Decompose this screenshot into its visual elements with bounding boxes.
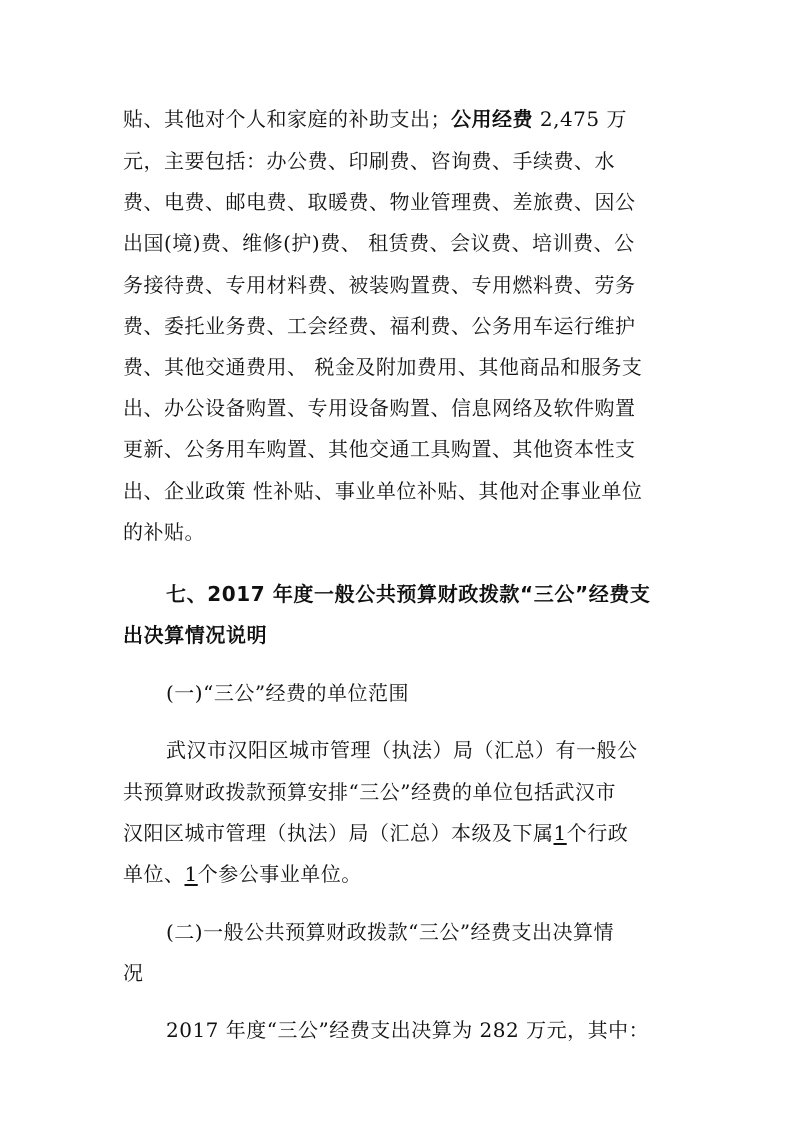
paragraph-line: 出、企业政策 性补贴、事业单位补贴、其他对企事业单位	[123, 479, 643, 503]
admin-unit-count: 1	[553, 821, 567, 845]
paragraph-line: 出、办公设备购置、专用设备购置、信息网络及软件购置	[123, 396, 636, 420]
line-text: 个行政	[566, 821, 629, 845]
paragraph-line: 出国(境)费、维修(护)费、 租赁费、会议费、培训费、公	[123, 231, 635, 255]
subsection-title-cont: 况	[123, 961, 144, 985]
paragraph-line	[123, 860, 362, 888]
paragraph-line: 费、电费、邮电费、取暖费、物业管理费、差旅费、因公	[123, 190, 636, 214]
line-text: 贴、其他对个人和家庭的补助支出；	[123, 107, 451, 131]
subsection-title: (二)一般公共预算财政拨款“三公”经费支出决算情	[166, 920, 615, 944]
subsection-title: (一)“三公”经费的单位范围	[166, 681, 410, 705]
paragraph-line: 武汉市汉阳区城市管理（执法）局（汇总）有一般公	[166, 738, 638, 762]
line-text: 汉阳区城市管理（执法）局（汇总）本级及下属	[123, 821, 554, 845]
paragraph-line: 更新、公务用车购置、其他交通工具购置、其他资本性支	[123, 437, 636, 461]
paragraph-line: 元，主要包括：办公费、印刷费、咨询费、手续费、水	[123, 149, 615, 173]
section-heading: 七、2017 年度一般公共预算财政拨款“三公”经费支	[166, 582, 651, 606]
section-heading-cont: 出决算情况说明	[123, 623, 268, 647]
line-text: 单位、	[123, 862, 185, 886]
paragraph-line: 费、其他交通费用、 税金及附加费用、其他商品和服务支	[123, 355, 643, 379]
public-institution-count: 1	[184, 862, 198, 886]
paragraph-line	[123, 105, 627, 133]
line-text: 个参公事业单位。	[197, 862, 362, 886]
paragraph-line: 的补贴。	[123, 520, 205, 544]
paragraph-line: 共预算财政拨款预算安排“三公”经费的单位包括武汉市	[123, 780, 616, 804]
paragraph-line	[123, 819, 628, 847]
paragraph-line: 务接待费、专用材料费、被装购置费、专用燃料费、劳务	[123, 273, 636, 297]
paragraph-line: 2017 年度“三公”经费支出决算为 282 万元，其中：	[166, 1018, 650, 1042]
public-expense-label: 公用经费	[451, 107, 533, 131]
public-expense-amount: 2,475 万	[533, 107, 627, 131]
paragraph-line: 费、委托业务费、工会经费、福利费、公务用车运行维护	[123, 314, 636, 338]
